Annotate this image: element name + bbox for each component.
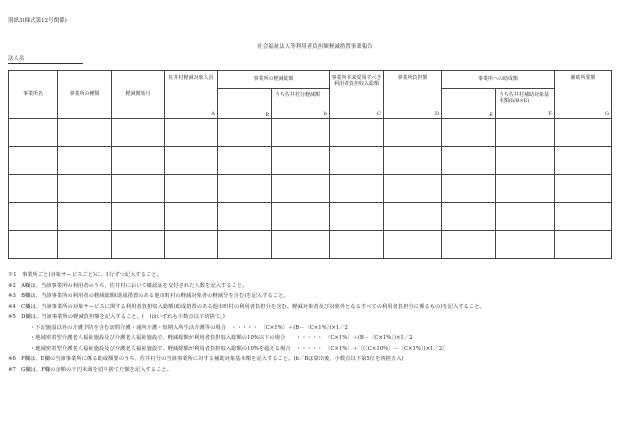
table-cell[interactable] <box>330 175 384 203</box>
report-table <box>8 70 612 259</box>
table-cell[interactable] <box>442 147 496 175</box>
table-cell[interactable] <box>384 175 442 203</box>
header-subsidy: 事業所への助成額 <box>442 71 555 89</box>
table-cell[interactable] <box>218 175 272 203</box>
note-5-formula-3: ・地域密着型介護老人福祉施設及び介護老人福祉施設で、軽減総額が利用者負担収入総額の10%を超える場合 ・・・・・ 〔C×1%〕＋〔(〔C×10%〕－〔C×1%〕)×1／2〕 <box>30 345 448 352</box>
note-4: ※4 C欄は、当該事業所の対象サービスに関する利用者負担収入総額(助成措置のある他市町村の利用者負担分を含む。軽減対象者及び対象外となるすべての利用者負担分に係るもの)を記入すること。 <box>8 303 485 310</box>
table-cell[interactable] <box>384 231 442 259</box>
form-number: 別紙3(様式第12号関係) <box>8 18 67 24</box>
table-cell[interactable] <box>58 231 112 259</box>
table-cell[interactable] <box>330 119 384 147</box>
table-cell[interactable] <box>555 175 612 203</box>
table-cell[interactable] <box>555 147 612 175</box>
notes <box>8 270 485 375</box>
table-row <box>9 119 612 147</box>
table-cell[interactable] <box>58 119 112 147</box>
table-cell[interactable] <box>112 231 165 259</box>
header-reduction-total: 事業所の軽減総額 <box>218 71 330 89</box>
table-cell[interactable] <box>112 147 165 175</box>
table-cell[interactable] <box>9 119 58 147</box>
table-cell[interactable] <box>555 119 612 147</box>
header-office-type: 事業所の種類 <box>58 71 112 119</box>
table-cell[interactable] <box>9 231 58 259</box>
letter-c: C <box>377 110 381 117</box>
table-cell[interactable] <box>272 231 330 259</box>
note-6: ※6 F欄は、E欄の当該事業所に係る助成額要のうち、佐井村分の当該事業所に対する補助対象基本額を記入すること。(b／Bは算出後、小数点以下第5位を四捨五入) <box>8 356 404 362</box>
table-cell[interactable] <box>112 203 165 231</box>
table-cell[interactable] <box>330 203 384 231</box>
header-reduction-sakai: うち佐井村分軽減額 b <box>272 89 330 119</box>
table-cell[interactable] <box>58 175 112 203</box>
table-cell[interactable] <box>555 231 612 259</box>
table-cell[interactable] <box>330 231 384 259</box>
letter-d: D <box>434 110 439 117</box>
table-cell[interactable] <box>384 119 442 147</box>
table-cell[interactable] <box>555 203 612 231</box>
table-cell[interactable] <box>272 203 330 231</box>
table-cell[interactable] <box>165 119 218 147</box>
table-cell[interactable] <box>218 147 272 175</box>
table-cell[interactable] <box>496 119 555 147</box>
table-row <box>9 147 612 175</box>
letter-e-cell <box>442 89 496 119</box>
header-subsidy-request: 補助所要額 G <box>555 71 612 119</box>
header-revenue-total: 事業所本来受領すべき利用者負担収入総額 C <box>330 71 384 119</box>
table-cell[interactable] <box>9 203 58 231</box>
note-3: ※3 B欄は、当該事業所の利用者の軽減総額(助成措置のある他市町村の軽減対象者の軽減分を含む)を記入すること。 <box>8 293 289 299</box>
document-title: 社会福祉法人等利用者負担額軽減措置事業報告 <box>257 44 373 50</box>
table-cell[interactable] <box>272 175 330 203</box>
table-cell[interactable] <box>384 147 442 175</box>
note-5-formula-1: ・下記施設以外の介護予防を含む訪問介護・通所介護・短期入所生活介護等の場合 ・・・・・ 〔C×1%〕＋(B－〔C×1%〕)×1／2 <box>30 324 348 331</box>
table-row <box>9 203 612 231</box>
table-cell[interactable] <box>58 147 112 175</box>
corporation-name-field[interactable]: 法人名 <box>8 54 83 64</box>
table-cell[interactable] <box>165 147 218 175</box>
letter-b-small: b <box>323 110 327 117</box>
header-office-name: 事業所名 <box>9 71 58 119</box>
table-cell[interactable] <box>218 119 272 147</box>
note-5: ※5 D欄は、当該事業所の軽減負担額を記入すること。( )はいずれも小数点以下切捨て。) <box>8 314 225 320</box>
table-cell[interactable] <box>112 119 165 147</box>
table-cell[interactable] <box>112 175 165 203</box>
table-cell[interactable] <box>330 147 384 175</box>
table-cell[interactable] <box>58 203 112 231</box>
note-2: ※2 A欄は、当該事業所の利用者のうち、佐井村において確認証を交付された人数を記入すること。 <box>8 282 248 289</box>
table-cell[interactable] <box>165 231 218 259</box>
table-cell[interactable] <box>442 231 496 259</box>
letter-b-cell <box>218 89 272 119</box>
header-sakai-persons: 佐井村軽減対象人員 A <box>165 71 218 119</box>
header-subsidy-sakai: うち佐井村補助対象基本額(b/B×E) F <box>496 89 555 119</box>
header-start-month: 軽減開始月 <box>112 71 165 119</box>
letter-a: A <box>211 110 215 117</box>
letter-f: F <box>548 110 552 117</box>
table-cell[interactable] <box>442 175 496 203</box>
note-1: ※1 事業所ごと(対象サービスごと)に、1行ずつ記入すること。 <box>8 272 162 278</box>
table-cell[interactable] <box>496 175 555 203</box>
letter-e: E <box>489 111 493 118</box>
table-cell[interactable] <box>9 175 58 203</box>
table-cell[interactable] <box>218 231 272 259</box>
table-cell[interactable] <box>9 147 58 175</box>
note-5-formula-2: ・地域密着型介護老人福祉施設及び介護老人福祉施設で、軽減総額が利用者負担収入総額の10%以下の場合 ・・・・・ 〔C×1%〕＋(B－〔C×1%〕)×1／2 <box>30 335 413 341</box>
table-cell[interactable] <box>496 147 555 175</box>
letter-g: G <box>605 110 609 117</box>
table-cell[interactable] <box>165 203 218 231</box>
note-7: ※7 G欄は、F欄の金額の千円未満を切り捨てた額を記入すること。 <box>8 366 173 373</box>
table-row <box>9 231 612 259</box>
table-cell[interactable] <box>496 231 555 259</box>
table-cell[interactable] <box>384 203 442 231</box>
table-cell[interactable] <box>218 203 272 231</box>
table-cell[interactable] <box>496 203 555 231</box>
table-cell[interactable] <box>442 203 496 231</box>
table-row <box>9 175 612 203</box>
table-cell[interactable] <box>272 147 330 175</box>
table-cell[interactable] <box>442 119 496 147</box>
table-cell[interactable] <box>165 175 218 203</box>
header-own-burden: 事業所負担額 D <box>384 71 442 119</box>
letter-b: B <box>265 111 269 118</box>
table-cell[interactable] <box>272 119 330 147</box>
